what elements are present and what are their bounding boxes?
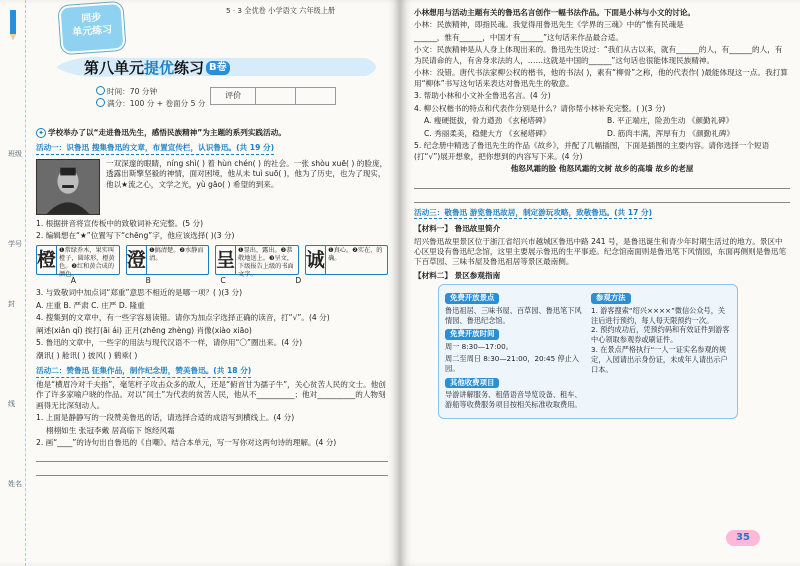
page-number: 35 bbox=[726, 530, 760, 546]
praise-paragraph: 他是“横眉冷对千夫指”，毫笔杆子攻击众多的敌人，还是“俯首甘为孺子牛”，关心贫苦人民的文士。他创作了许多家喻户晓的作品。对以“闰土”为代表的贫苦人民，他从不__________；他对__________的人物刻画得无比深刻动人。 bbox=[36, 379, 386, 410]
free-sites-text: 鲁迅祖居、三味书屋、百草园、鲁迅笔下风情园、鲁迅纪念馆。 bbox=[445, 305, 582, 325]
visit-method-heading: 参观方法 bbox=[591, 293, 631, 303]
discussion-xiaolin-2: ______，惟有______，中国才有______”这句话来作品最合适。 bbox=[414, 32, 623, 42]
discussion-intro: 小林想用与活动主题有关的鲁迅名言创作一幅书法作品。下面是小林与小文的讨论。 bbox=[414, 8, 695, 17]
material-1-text: 绍兴鲁迅故里景区位于浙江省绍兴市越城区鲁迅中路 241 号，是鲁迅诞生和青少年时期生活过的地方。景区中心区里设有鲁迅纪念馆，这里主要展示鲁迅的生平事迹。纪念馆南面则是鲁迅笔下风情园，东面再侧则是鲁迅笔下百草园、三味书屋及鲁迅祖居等景区最南侧。 bbox=[414, 236, 787, 267]
right-content bbox=[414, 8, 790, 419]
paid-items-heading: 其他收费项目 bbox=[445, 378, 499, 388]
question-3-right: 3. 帮助小林和小文补全鲁迅名言。(4 分) bbox=[414, 91, 551, 101]
guide-left-column bbox=[445, 291, 585, 411]
exam-meta: 时间：70 分钟 满分：100 分 + 卷面分 5 分 bbox=[96, 86, 206, 110]
margin-label-seal: 封 bbox=[8, 300, 15, 308]
margin-label-line: 线 bbox=[8, 400, 15, 408]
badge-text: 同步 单元练习 bbox=[71, 12, 113, 39]
evaluation-label: 评价 bbox=[211, 88, 256, 104]
card-cheng-3: 呈 ❶显出，露出。❷恭敬地送上。❸呈文，下级报告上级的书面文字。 bbox=[215, 245, 299, 275]
option-d[interactable]: D bbox=[295, 275, 302, 285]
answer-line-1[interactable] bbox=[36, 450, 388, 462]
visit-guide bbox=[438, 284, 738, 418]
star-icon: ✦ bbox=[36, 128, 46, 138]
open-hours-2: 周二至周日 8:30—21:00，20:45 停止入园。 bbox=[445, 353, 580, 373]
dictionary-cards bbox=[36, 245, 388, 278]
discussion-xiaolin-3: 小林：没错。唐代书法家柳公权的楷书，他的书法( )，素有“柳骨”之称，他的代表作( )最能体现这一点。我打算用“柳体”书写这句话来表达对鲁迅先生的敬意。 bbox=[414, 68, 788, 88]
q4-option-a[interactable]: A. 瘦硬挺拔，骨力遒劲 《玄秘塔碑》 bbox=[424, 116, 551, 126]
answer-line-3[interactable] bbox=[414, 177, 790, 189]
visit-method-text: 1. 游客搜索“绍兴××××”微信公众号，关注后进行预约，每人每天限预约一次。 2. 预约成功后，凭预约码和有效证件到游客中心领取参观券或刷证件。 3. 在景点严格执行“一人一证实名参观的规定，入园请出示身份证，未成年人请出示户口本。 bbox=[591, 305, 730, 375]
option-a[interactable]: A bbox=[70, 275, 76, 285]
card-cheng-1: 橙 ❶常绿乔木，果实叫橙子，圆球形，橙黄色。❷红和黄合成的颜色。 bbox=[36, 245, 120, 275]
question-a: 1. 上面是静静写的一段赞美鲁迅的话，请选择合适的成语写到横线上。(4 分) bbox=[36, 413, 295, 423]
bio-block bbox=[36, 159, 388, 215]
series-header: 5 · 3 全优卷 小学语文 六年级上册 bbox=[226, 6, 336, 15]
q4-option-b[interactable]: B. 平正端庄，险劲生动 《颜勤礼碑》 bbox=[607, 116, 734, 126]
q4-option-c[interactable]: C. 秀丽柔美，稳健大方 《玄秘塔碑》 bbox=[424, 128, 551, 138]
q4-option-d[interactable]: D. 筋肉丰满，浑厚有力 《颜勤礼碑》 bbox=[607, 128, 734, 138]
option-b[interactable]: B bbox=[145, 275, 151, 285]
evaluation-box bbox=[210, 87, 336, 105]
card-options bbox=[36, 276, 336, 286]
discussion-xiaolin-1: 小林：民族精神，即指民魂。我觉得用鲁迅先生《学界的三魂》中的“惟有民魂是 bbox=[414, 20, 684, 30]
evaluation-cell-1[interactable] bbox=[256, 88, 295, 104]
question-4: 4. 搜集到的文章中，有一些字容易读错。请你为加点字选择正确的读音，打“√”。(4 分) bbox=[36, 313, 330, 323]
free-sites-heading: 免费开放景点 bbox=[445, 293, 499, 303]
binding-margin bbox=[0, 0, 26, 566]
idiom-options: 栩栩如生 张冠李戴 居高临下 饱经风霜 bbox=[46, 425, 175, 435]
guide-right-column bbox=[591, 291, 731, 411]
question-4-options-right bbox=[414, 116, 790, 141]
answer-line-4[interactable] bbox=[414, 191, 790, 203]
score-icon bbox=[96, 98, 105, 107]
question-5-right: 5. 纪念册中精选了鲁迅先生的作品《故乡》，并配了几幅插图，下面是插图的主要内容。请你选择一个短语(打“√”)展开想象，把你想到的内容写下来。(4 分) bbox=[414, 141, 770, 161]
unit-badge bbox=[58, 2, 125, 54]
question-2: 2. 编辑想在“★”位置写下“chēng”字，他应该选择( )(3 分) bbox=[36, 231, 235, 241]
paid-items-text: 导游讲解服务、租借语音导览设备、租车、游船等收费服务项目按相关标准收取费用。 bbox=[445, 389, 582, 409]
answer-line-2[interactable] bbox=[36, 464, 388, 476]
question-5: 5. 鲁迅的文章中，一些字的用法与现代汉语不一样，请你用“〇”圈出来。(4 分) bbox=[36, 338, 303, 348]
margin-label-name: 姓名 bbox=[8, 480, 22, 488]
question-b: 2. 画“____”的诗句出自鲁迅的《自嘲》。结合本单元，写一写你对这两句诗的理解。(4 分) bbox=[36, 437, 337, 447]
page-title: 第八单元提优练习 B卷 bbox=[84, 58, 230, 79]
lu-xun-portrait bbox=[36, 159, 100, 215]
activity-1-heading: 活动一：识鲁迅 搜集鲁迅的文章，布置宣传栏，认识鲁迅。(共 19 分) bbox=[36, 143, 274, 154]
clock-icon bbox=[96, 86, 105, 95]
bio-text: 一双深邃的眼睛，níng shì( ) 着 hùn chén( ) 的社会。一张 shòu xuē( ) 的脸庞，透露出斯擎坚毅的神情，面对困境，他从未 tuì suō( )，他为了历史，也为了现实，他以★流之心，文学之光，yù gāo( ) 希望的到来。 bbox=[106, 158, 388, 189]
left-content bbox=[36, 128, 388, 478]
question-4-options[interactable]: 阐述(xiǎn qǐ) 挨打(āi ái) 正月(zhēng zhèng) 肖像(xiào xiāo) bbox=[36, 325, 252, 335]
pencil-icon bbox=[6, 8, 20, 42]
open-hours-1: 周一 8:30—17:00。 bbox=[445, 341, 513, 351]
margin-label-id: 学号 bbox=[8, 240, 22, 248]
intro-text: ✦ 学校举办了以“走进鲁迅先生，感悟民族精神”为主题的系列实践活动。 bbox=[36, 128, 388, 138]
discussion-xiaowen: 小文：民族精神是从人身上体现出来的。鲁迅先生说过：“我们从古以来，就有______的人，有______的人，有为民请命的人，有舍身求法的人，……这就是中国的______”这句话也很能体现民族精神。 bbox=[414, 45, 783, 65]
open-hours-heading: 免费开放时间 bbox=[445, 329, 499, 339]
question-3: 3. 与致敬词中加点词“郑重”意思不相近的是哪一项？( )(3 分) bbox=[36, 288, 243, 298]
margin-label-class: 班级 bbox=[8, 150, 22, 158]
question-1: 1. 根据拼音将宣传板中的致敬词补充完整。(5 分) bbox=[36, 218, 204, 228]
question-4-right: 4. 柳公权楷书的特点和代表作分别是什么？请你帮小林补充完整。( )(3 分) bbox=[414, 103, 666, 113]
activity-2-heading: 活动二：赞鲁迅 征集作品，制作纪念册，赞美鲁迅。(共 18 分) bbox=[36, 366, 251, 377]
right-page bbox=[400, 0, 800, 566]
material-2-heading: 【材料二】 景区参观指南 bbox=[414, 270, 501, 280]
question-5-options[interactable]: 潮讯( ) 舱讯( ) 披风( ) 鹤乘( ) bbox=[36, 350, 138, 360]
evaluation-cell-2[interactable] bbox=[296, 88, 335, 104]
title-tag: B卷 bbox=[206, 61, 230, 75]
card-cheng-4: 诚 ❶真心。❷实在，的确。 bbox=[305, 245, 389, 275]
material-1-heading: 【材料一】 鲁迅故里简介 bbox=[414, 224, 501, 234]
phrase-options[interactable]: 他怒风霜的脸 他怒风霜的文树 故乡的高墙 故乡的老屋 bbox=[510, 164, 694, 174]
activity-3-heading: 活动三：敬鲁迅 游览鲁迅故居，制定游玩攻略，致敬鲁迅。(共 17 分) bbox=[414, 208, 652, 219]
question-3-options[interactable]: A. 庄重 B. 严肃 C. 庄严 D. 隆重 bbox=[36, 300, 145, 310]
card-cheng-2: 澄 ❶搞清楚。❷水静而清。 bbox=[126, 245, 210, 275]
option-c[interactable]: C bbox=[220, 275, 226, 285]
